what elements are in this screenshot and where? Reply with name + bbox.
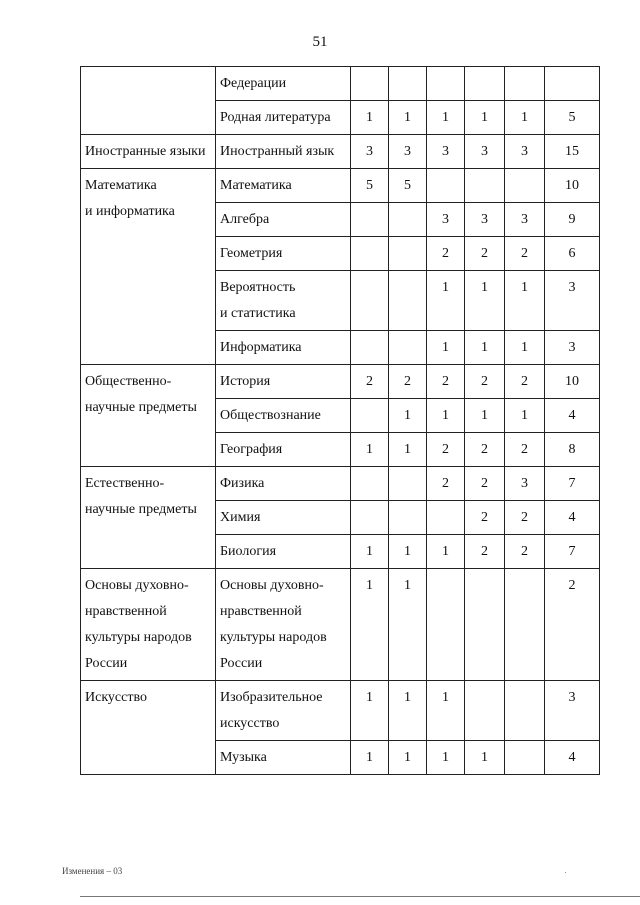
hours-cell: 1 xyxy=(389,741,427,775)
hours-cell: 2 xyxy=(465,365,505,399)
hours-cell xyxy=(505,67,545,101)
hours-cell: 1 xyxy=(427,101,465,135)
hours-cell: 1 xyxy=(389,399,427,433)
hours-cell: 1 xyxy=(465,331,505,365)
hours-cell: 1 xyxy=(505,101,545,135)
hours-cell: 1 xyxy=(389,433,427,467)
hours-cell: 2 xyxy=(465,237,505,271)
hours-cell xyxy=(505,169,545,203)
hours-cell xyxy=(351,237,389,271)
hours-cell: 2 xyxy=(465,535,505,569)
hours-cell xyxy=(351,203,389,237)
subject-cell: Иностранный язык xyxy=(216,135,351,169)
subject-cell: Химия xyxy=(216,501,351,535)
subject-area-cell: Искусство xyxy=(81,681,216,775)
hours-cell: 2 xyxy=(351,365,389,399)
hours-cell: 1 xyxy=(465,399,505,433)
hours-cell: 3 xyxy=(427,135,465,169)
hours-cell xyxy=(389,271,427,331)
hours-total-cell xyxy=(545,67,600,101)
hours-cell: 1 xyxy=(389,535,427,569)
hours-total-cell: 7 xyxy=(545,535,600,569)
hours-cell xyxy=(351,271,389,331)
hours-cell: 5 xyxy=(351,169,389,203)
subject-area-cell: Иностранные языки xyxy=(81,135,216,169)
hours-cell: 2 xyxy=(505,501,545,535)
curriculum-table-body xyxy=(81,67,600,775)
hours-cell: 3 xyxy=(505,203,545,237)
hours-cell xyxy=(427,67,465,101)
hours-cell xyxy=(389,237,427,271)
hours-cell xyxy=(427,569,465,681)
subject-cell: Федерации xyxy=(216,67,351,101)
hours-cell: 1 xyxy=(351,741,389,775)
hours-cell: 1 xyxy=(351,433,389,467)
hours-cell xyxy=(465,67,505,101)
curriculum-table xyxy=(80,66,600,775)
hours-cell: 1 xyxy=(389,681,427,741)
hours-cell: 1 xyxy=(427,741,465,775)
table-row xyxy=(81,135,600,169)
hours-cell: 3 xyxy=(505,467,545,501)
hours-cell: 3 xyxy=(465,203,505,237)
table-row xyxy=(81,681,600,741)
hours-total-cell: 4 xyxy=(545,399,600,433)
hours-cell: 1 xyxy=(465,271,505,331)
hours-total-cell: 3 xyxy=(545,681,600,741)
table-row xyxy=(81,169,600,203)
hours-total-cell: 9 xyxy=(545,203,600,237)
subject-cell: Математика xyxy=(216,169,351,203)
hours-cell: 3 xyxy=(427,203,465,237)
hours-cell: 3 xyxy=(465,135,505,169)
hours-total-cell: 5 xyxy=(545,101,600,135)
hours-cell xyxy=(351,501,389,535)
hours-total-cell: 6 xyxy=(545,237,600,271)
hours-cell: 2 xyxy=(505,365,545,399)
hours-cell: 1 xyxy=(505,399,545,433)
hours-cell xyxy=(427,169,465,203)
hours-cell xyxy=(505,741,545,775)
hours-cell: 1 xyxy=(427,681,465,741)
hours-cell: 1 xyxy=(427,271,465,331)
hours-cell xyxy=(389,331,427,365)
bottom-rule xyxy=(80,896,640,897)
subject-cell: Биология xyxy=(216,535,351,569)
hours-total-cell: 2 xyxy=(545,569,600,681)
subject-cell: Информатика xyxy=(216,331,351,365)
hours-cell: 1 xyxy=(465,101,505,135)
hours-cell: 2 xyxy=(505,535,545,569)
hours-cell xyxy=(505,681,545,741)
hours-cell xyxy=(465,169,505,203)
table-row xyxy=(81,67,600,101)
scan-speck xyxy=(565,872,566,873)
hours-cell xyxy=(351,67,389,101)
subject-cell: История xyxy=(216,365,351,399)
subject-cell: Физика xyxy=(216,467,351,501)
hours-cell xyxy=(351,399,389,433)
table-row xyxy=(81,569,600,681)
hours-cell: 2 xyxy=(427,433,465,467)
subject-cell: География xyxy=(216,433,351,467)
hours-cell: 1 xyxy=(351,681,389,741)
hours-cell xyxy=(389,467,427,501)
hours-total-cell: 15 xyxy=(545,135,600,169)
hours-total-cell: 4 xyxy=(545,501,600,535)
subject-area-cell: Математика и информатика xyxy=(81,169,216,365)
hours-cell: 1 xyxy=(351,569,389,681)
hours-cell: 2 xyxy=(389,365,427,399)
hours-cell: 1 xyxy=(389,101,427,135)
hours-cell: 2 xyxy=(505,237,545,271)
hours-cell xyxy=(505,569,545,681)
hours-total-cell: 7 xyxy=(545,467,600,501)
hours-cell: 2 xyxy=(465,501,505,535)
subject-area-cell: Общественно- научные предметы xyxy=(81,365,216,467)
hours-total-cell: 3 xyxy=(545,271,600,331)
hours-cell: 5 xyxy=(389,169,427,203)
hours-total-cell: 4 xyxy=(545,741,600,775)
hours-cell: 1 xyxy=(351,535,389,569)
hours-cell: 3 xyxy=(351,135,389,169)
hours-cell: 1 xyxy=(427,331,465,365)
hours-cell: 2 xyxy=(427,237,465,271)
hours-cell: 1 xyxy=(351,101,389,135)
hours-total-cell: 10 xyxy=(545,365,600,399)
hours-cell: 3 xyxy=(505,135,545,169)
subject-cell: Геометрия xyxy=(216,237,351,271)
table-row xyxy=(81,365,600,399)
subject-cell: Музыка xyxy=(216,741,351,775)
hours-cell: 2 xyxy=(427,365,465,399)
hours-cell: 2 xyxy=(505,433,545,467)
hours-cell xyxy=(389,67,427,101)
hours-cell xyxy=(389,501,427,535)
hours-total-cell: 3 xyxy=(545,331,600,365)
hours-cell: 3 xyxy=(389,135,427,169)
table-row xyxy=(81,467,600,501)
hours-cell: 1 xyxy=(465,741,505,775)
hours-cell xyxy=(465,569,505,681)
subject-area-cell: Основы духовно- нравственной культуры народов России xyxy=(81,569,216,681)
hours-cell: 1 xyxy=(505,271,545,331)
subject-cell: Изобразительное искусство xyxy=(216,681,351,741)
hours-cell xyxy=(389,203,427,237)
hours-total-cell: 10 xyxy=(545,169,600,203)
subject-area-cell: Естественно- научные предметы xyxy=(81,467,216,569)
hours-cell: 1 xyxy=(427,399,465,433)
hours-cell: 2 xyxy=(465,433,505,467)
subject-cell: Обществознание xyxy=(216,399,351,433)
hours-cell: 1 xyxy=(505,331,545,365)
subject-cell: Алгебра xyxy=(216,203,351,237)
subject-cell: Родная литература xyxy=(216,101,351,135)
hours-cell: 2 xyxy=(465,467,505,501)
subject-cell: Вероятность и статистика xyxy=(216,271,351,331)
hours-cell xyxy=(351,467,389,501)
page-number: 51 xyxy=(312,34,328,50)
footer-note: Изменения – 03 xyxy=(62,866,123,876)
hours-cell: 1 xyxy=(427,535,465,569)
subject-cell: Основы духовно- нравственной культуры народов России xyxy=(216,569,351,681)
hours-cell xyxy=(465,681,505,741)
hours-cell xyxy=(427,501,465,535)
hours-total-cell: 8 xyxy=(545,433,600,467)
hours-cell xyxy=(351,331,389,365)
hours-cell: 2 xyxy=(427,467,465,501)
subject-area-cell xyxy=(81,67,216,135)
hours-cell: 1 xyxy=(389,569,427,681)
